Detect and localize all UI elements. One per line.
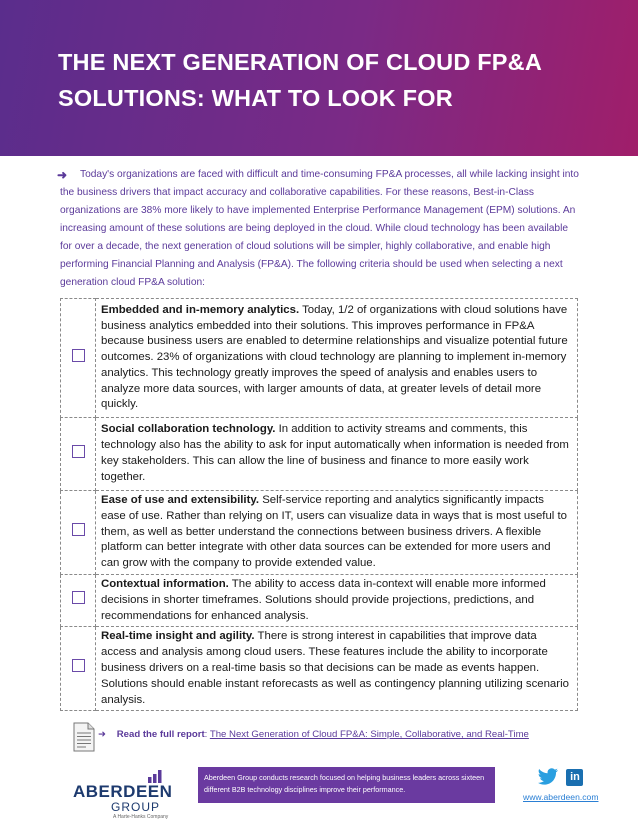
criteria-checklist bbox=[60, 298, 578, 711]
criteria-body: Today, 1/2 of organizations with cloud solutions have business analytics embedded into their solutions. This improves performance in FP&A because business users are enabled to determine relationships and visualize potential future outcomes. 23% of organizations with cloud technology are planning to implement in-memory analytics. This technology greatly improves the speed of analysis and enables users to analyze more data sources, with larger amounts of data, at greater levels of detail more quickly. bbox=[101, 303, 568, 411]
criteria-body: In addition to activity streams and comments, this technology also has the ability to ask for input automatically when information is needed from key stakeholders. This can allow the line of business and finance to more easily work together. bbox=[101, 423, 569, 483]
criteria-row bbox=[61, 574, 578, 626]
document-icon bbox=[72, 722, 96, 752]
criteria-heading: Embedded and in-memory analytics. bbox=[101, 303, 300, 316]
criteria-checkbox[interactable] bbox=[72, 591, 85, 604]
logo-tagline: A Harte-Hanks Company bbox=[113, 814, 169, 820]
about-aberdeen-box: Aberdeen Group conducts research focused on helping business leaders across sixteen different B2B technology disciplines improve their performance. bbox=[198, 767, 495, 803]
page-title bbox=[58, 44, 618, 116]
criteria-checkbox[interactable] bbox=[72, 445, 85, 458]
criteria-body: There is strong interest in capabilities that improve data access and analysis among cloud users. These features include the ability to incorporate business drivers on a real-time basis so that decisions can be made as events happen. Solutions should enable instant reforecasts as well as contingency planning utilizing scenario analysis. bbox=[101, 630, 569, 706]
criteria-heading: Social collaboration technology. bbox=[101, 423, 276, 436]
full-report-link[interactable] bbox=[98, 729, 529, 740]
website-link[interactable]: www.aberdeen.com bbox=[523, 792, 599, 802]
aberdeen-logo bbox=[73, 768, 173, 822]
criteria-row bbox=[61, 627, 578, 711]
criteria-row bbox=[61, 491, 578, 575]
twitter-icon[interactable] bbox=[537, 768, 559, 786]
intro-text: Today's organizations are faced with difficult and time-consuming FP&A processes, all while lacking insight into the business drivers that impact accuracy and collaborative capabilities. For these reasons, Best-in-Class organizations are 38% more likely to have implemented Enterprise Performance Management (EPM) solutions. An increasing amount of these solutions are being deployed in the cloud. While cloud technology has been available for over a decade, the next generation of cloud solutions will be simpler, highly collaborative, and enable high performing Financial Planning and Analysis (FP&A). The following criteria should be used when selecting a next generation cloud FP&A solution: bbox=[60, 169, 579, 288]
arrow-right-icon: ➜ bbox=[57, 168, 68, 182]
criteria-checkbox[interactable] bbox=[72, 349, 85, 362]
criteria-row bbox=[61, 418, 578, 491]
header-banner bbox=[0, 0, 638, 156]
report-link-lead: Read the full report bbox=[116, 729, 205, 740]
title-line-1: THE NEXT GENERATION OF CLOUD FP&A bbox=[58, 49, 543, 75]
social-links bbox=[537, 768, 583, 786]
intro-paragraph bbox=[57, 166, 580, 292]
criteria-checkbox[interactable] bbox=[72, 523, 85, 536]
report-link-title[interactable]: The Next Generation of Cloud FP&A: Simple, Collaborative, and Real-Time bbox=[209, 729, 529, 740]
criteria-heading: Ease of use and extensibility. bbox=[101, 494, 260, 506]
criteria-heading: Real-time insight and agility. bbox=[101, 630, 255, 643]
logo-word-group: GROUP bbox=[111, 800, 161, 814]
linkedin-icon[interactable]: in bbox=[566, 769, 583, 786]
arrow-right-icon: ➜ bbox=[98, 729, 107, 740]
criteria-body: Self-service reporting and analytics significantly impacts ease of use. Rather than relying on IT, users can visualize data in ways that is most useful to them, as well as better understand the connections between business drivers. A flexible platform can better integrate with other data sources can be extended for more users and can grow with the company to provide extended value. bbox=[101, 494, 567, 570]
report-link-separator: : bbox=[204, 729, 210, 740]
criteria-heading: Contextual information. bbox=[101, 577, 229, 590]
logo-word-aberdeen: ABERDEEN bbox=[73, 782, 173, 801]
title-line-2: SOLUTIONS: WHAT TO LOOK FOR bbox=[58, 85, 453, 111]
criteria-checkbox[interactable] bbox=[72, 659, 85, 672]
criteria-row bbox=[61, 299, 578, 418]
criteria-body: The ability to access data in-context will enable more informed decisions in shorter timeframes. Solutions should provide projections, predictions, and recommendations for enhanced analysis. bbox=[101, 577, 546, 622]
